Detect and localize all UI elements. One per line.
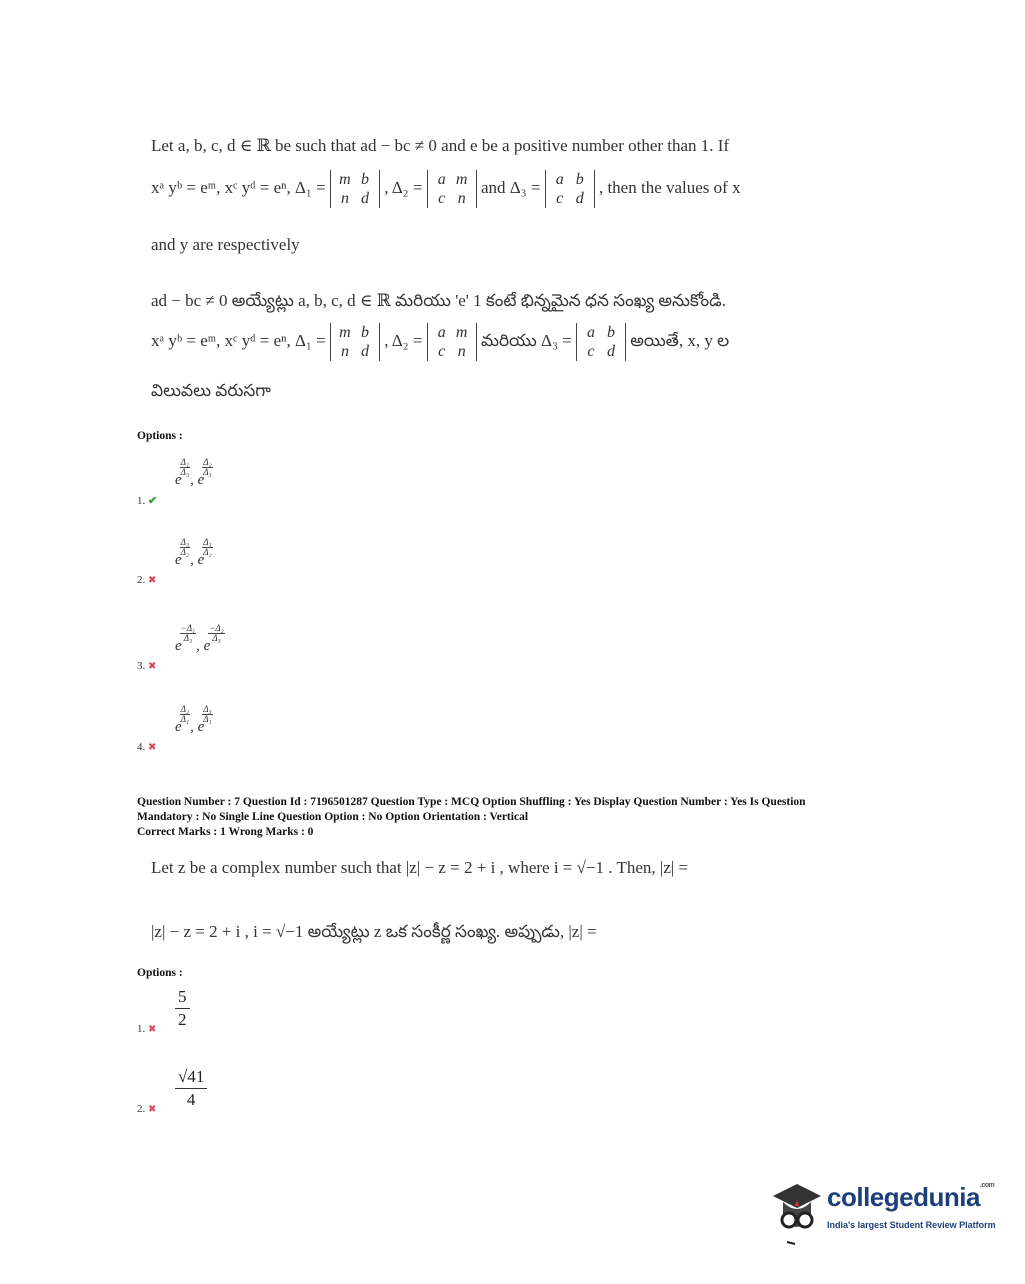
determinant-d2: a m c n [427, 170, 477, 208]
q6-equation-en [151, 170, 741, 208]
q6-line1: Let a, b, c, d ∈ ℝ be such that ad − bc ≠ 0 and e be a positive number other than 1. If [151, 136, 730, 155]
logo-name: collegedunia$^{.com}$ [827, 1182, 995, 1212]
q7-telugu: |z| − z = 2 + i , i = √−1 అయ్యేట్లు z ఒక సంకీర్ణ సంఖ్య. అప్పుడు, |z| = [151, 922, 597, 941]
option-expression: e $\frac{\text{−Δ₁}}{\text{Δ₃}}$, e $\frac{\text{−Δ₂}}{\text{Δ₃}}$ [175, 623, 224, 654]
cross-icon: ✖ [148, 742, 157, 753]
determinant-d3: a b c d [545, 170, 595, 208]
option-number: 2. ✖ [137, 574, 157, 586]
option-expression: e $\frac{\text{Δ₂}}{\text{Δ₁}}$, e $\frac{\text{Δ₃}}{\text{Δ₁}}$ [175, 704, 212, 735]
q6-equation-te: xᵃ yᵇ = eᵐ, xᶜ yᵈ = eⁿ, Δ₁ = m b n d , Δ₂ = a m c n మరియు Δ₃ = a b c d అయితే, x, y ల [151, 324, 730, 360]
q6-line3: and y are respectively [151, 235, 300, 254]
option-number: 1. ✔ [137, 495, 158, 507]
cross-icon: ✖ [148, 1104, 157, 1115]
option-number: 4. ✖ [137, 741, 157, 753]
question-meta: Question Number : 7 Question Id : 7196501287 Question Type : MCQ Option Shuffling : Yes Display Question Number : Yes Is Question Mandatory : No Single Line Question Option : No Option Orientation : Vertical Correct Marks : 1 Wrong Marks : 0 [137, 796, 806, 838]
then-text: , then the values of x [598, 177, 741, 197]
option-expression: e $\frac{\text{Δ₁}}{\text{Δ₃}}$, e $\frac{\text{Δ₂}}{\text{Δ₃}}$ [175, 457, 212, 488]
determinant-d1: m b n d [330, 170, 380, 208]
determinant-d1-te: m b n d [330, 323, 380, 361]
options-label-q7: Options : [137, 967, 183, 979]
graduate-mascot-icon [765, 1176, 825, 1246]
collegedunia-logo[interactable] [765, 1176, 995, 1246]
q7-english: Let z be a complex number such that |z| − z = 2 + i , where i = √−1 . Then, |z| = [151, 858, 689, 877]
option-number: 3. ✖ [137, 660, 157, 672]
check-icon: ✔ [148, 495, 158, 507]
determinant-d2-te: a m c n [427, 323, 477, 361]
option-number: 1. ✖ [137, 1023, 157, 1035]
q6-telugu-line3: విలువలు వరుసగా [151, 381, 271, 400]
q6-telugu-line1: ad − bc ≠ 0 అయ్యేట్లు a, b, c, d ∈ ℝ మరియు 'e' 1 కంటే భిన్నమైన ధన సంఖ్య అనుకోండి. [151, 291, 726, 310]
option-expression: e $\frac{\text{Δ₃}}{\text{Δ₂}}$, e $\frac{\text{Δ₁}}{\text{Δ₂}}$ [175, 537, 212, 568]
option-number: 2. ✖ [137, 1103, 157, 1115]
determinant-d3-te: a b c d [576, 323, 626, 361]
logo-tagline: India's largest Student Review Platform [827, 1220, 996, 1230]
q6-eq-prefix: xᵃ yᵇ = eᵐ, xᶜ yᵈ = eⁿ, Δ₁ = [151, 177, 326, 197]
telugu-and-label: మరియు Δ₃ = [480, 330, 572, 350]
option-fraction: 5 2 [175, 986, 190, 1031]
options-label: Options : [137, 430, 183, 442]
d2-label: , Δ₂ = [384, 177, 423, 197]
telugu-then-text: అయితే, x, y ల [630, 330, 730, 350]
cross-icon: ✖ [148, 661, 157, 672]
cross-icon: ✖ [148, 1024, 157, 1035]
and-label: and Δ₃ = [480, 177, 541, 197]
cross-icon: ✖ [148, 575, 157, 586]
option-fraction: √41 4 [175, 1066, 207, 1111]
